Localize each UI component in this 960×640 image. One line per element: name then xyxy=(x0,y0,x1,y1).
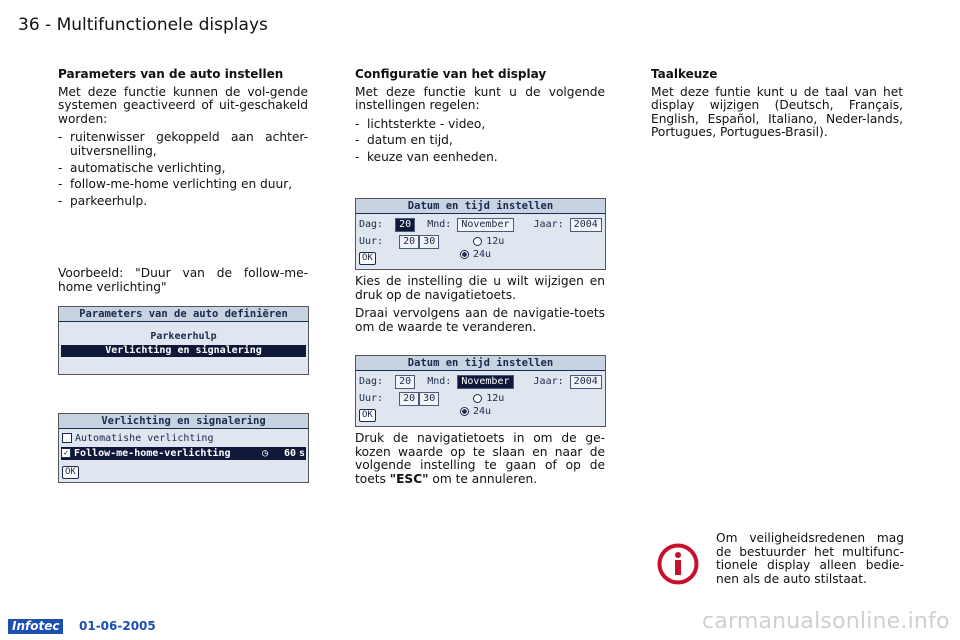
month-field: November xyxy=(457,218,513,232)
page-number: 36 xyxy=(18,15,40,35)
infotec-logo: Infotec xyxy=(8,619,63,634)
menu-item-lighting-selected: Verlichting en signalering xyxy=(61,345,306,357)
footer-date: 01-06-2005 xyxy=(79,619,156,633)
duration-value: 60 xyxy=(283,448,296,459)
day-label: Dag: xyxy=(359,219,384,230)
confirm-text xyxy=(355,432,605,491)
month-field-selected: November xyxy=(457,375,513,389)
language-text: Met deze funtie kunt u de taal van het display wijzigen (Deutsch, Français, English, Español, Italiano, Neder-lands, Portugues, Portugues-Brasil). xyxy=(651,84,903,140)
duration-unit: s xyxy=(298,448,305,459)
format-24h: 24u xyxy=(473,249,492,260)
day-field-selected: 20 xyxy=(395,218,415,232)
radio-checked xyxy=(460,250,469,259)
format-12h: 12u xyxy=(486,393,505,404)
screen-title: Datum en tijd instellen xyxy=(356,199,605,214)
ok-button xyxy=(359,409,376,422)
page-title: Multifunctionele displays xyxy=(56,15,268,35)
list-item: - follow-me-home verlichting en duur, xyxy=(58,178,308,192)
hour-field: 20 xyxy=(399,235,419,249)
column-display-config xyxy=(355,68,605,169)
date-row xyxy=(359,218,602,232)
system-list xyxy=(58,131,308,208)
instruction-select: Kies de instelling die u wilt wijzigen en druk op de navigatietoets. xyxy=(355,274,605,302)
checkbox-unchecked xyxy=(62,433,72,443)
page-header xyxy=(18,15,268,35)
ok-label: OK xyxy=(359,409,376,422)
header-separator: - xyxy=(45,15,52,35)
instruction-confirm xyxy=(355,432,605,486)
ok-label: OK xyxy=(62,466,79,479)
checkbox-checked-icon: ✓ xyxy=(61,448,71,458)
settings-list xyxy=(355,118,605,165)
day-label: Dag: xyxy=(359,376,384,387)
screen-title: Verlichting en signalering xyxy=(59,414,308,429)
radio-checked xyxy=(460,407,469,416)
screen-vehicle-parameters xyxy=(58,306,309,375)
ok-label: OK xyxy=(359,252,376,265)
list-item: - ruitenwisser gekoppeld aan achter-uitversnelling, xyxy=(58,131,308,158)
list-item: - automatische verlichting, xyxy=(58,162,308,176)
column-vehicle-parameters xyxy=(58,68,308,212)
list-item: - parkeerhulp. xyxy=(58,195,308,209)
safety-note xyxy=(716,532,904,591)
month-label: Mnd: xyxy=(427,376,452,387)
section-heading: Taalkeuze xyxy=(651,67,718,81)
ok-button xyxy=(359,252,376,265)
example-caption: Voorbeeld: "Duur van de follow-me-home verlichting" xyxy=(58,266,308,294)
screen-lighting xyxy=(58,413,309,483)
list-item: - datum en tijd, xyxy=(355,134,605,148)
example-text xyxy=(58,267,308,299)
option-label: Follow-me-home-verlichting xyxy=(74,448,231,459)
hour-label: Uur: xyxy=(359,236,384,247)
year-label: Jaar: xyxy=(533,376,564,387)
intro-text: Met deze functie kunnen de vol-gende systemen geactiveerd of uit-geschakeld worden: xyxy=(58,84,308,126)
minute-field: 30 xyxy=(419,235,439,249)
screen-title: Parameters van de auto definiëren xyxy=(59,307,308,322)
list-item: - lichtsterkte - video, xyxy=(355,118,605,132)
confirm-text-part: Druk de navigatietoets in om de ge-kozen waarde op te slaan en naar de volgende instelling te gaan of op de toets xyxy=(355,431,605,486)
format-24h: 24u xyxy=(473,406,492,417)
radio-unchecked xyxy=(473,394,482,403)
radio-unchecked xyxy=(473,237,482,246)
screen-date-time-day-selected xyxy=(355,198,606,270)
safety-note-text: Om veiligheidsredenen mag de bestuurder het multifunc-tionele display alleen bedie-nen als de auto stilstaat. xyxy=(716,531,904,586)
option-label: Automatishe verlichting xyxy=(75,433,214,444)
month-label: Mnd: xyxy=(427,219,452,230)
day-field: 20 xyxy=(395,375,415,389)
screen-title: Datum en tijd instellen xyxy=(356,356,605,371)
list-item: - keuze van eenheden. xyxy=(355,151,605,165)
intro-text: Met deze functie kunt u de volgende instellingen regelen: xyxy=(355,84,605,113)
year-field: 2004 xyxy=(570,375,602,389)
hour-field: 20 xyxy=(399,392,419,406)
instruction-turn: Draai vervolgens aan de navigatie-toets om de waarde te veranderen. xyxy=(355,306,605,334)
ok-button xyxy=(62,466,79,479)
info-icon xyxy=(657,543,699,585)
column-language xyxy=(651,68,903,145)
confirm-text-part: om te annuleren. xyxy=(428,471,538,486)
time-row xyxy=(359,235,504,249)
watermark: carmanualsonline.info xyxy=(702,609,950,634)
date-row xyxy=(359,375,602,389)
year-label: Jaar: xyxy=(533,219,564,230)
year-field: 2004 xyxy=(570,218,602,232)
clock-icon: ◷ xyxy=(261,448,268,459)
format-24h-row xyxy=(460,249,491,260)
menu-item-parking-aid: Parkeerhulp xyxy=(150,331,217,342)
section-heading: Configuratie van het display xyxy=(355,67,547,81)
format-24h-row xyxy=(460,406,491,417)
minute-field: 30 xyxy=(419,392,439,406)
format-12h: 12u xyxy=(486,236,505,247)
hour-label: Uur: xyxy=(359,393,384,404)
instructions-text xyxy=(355,275,605,339)
screen-date-time-month-selected xyxy=(355,355,606,427)
esc-key-label: "ESC" xyxy=(389,471,429,486)
option-automatic-lighting xyxy=(62,433,213,444)
time-row xyxy=(359,392,504,406)
option-follow-me-home-selected xyxy=(61,447,306,460)
section-heading: Parameters van de auto instellen xyxy=(58,67,284,81)
